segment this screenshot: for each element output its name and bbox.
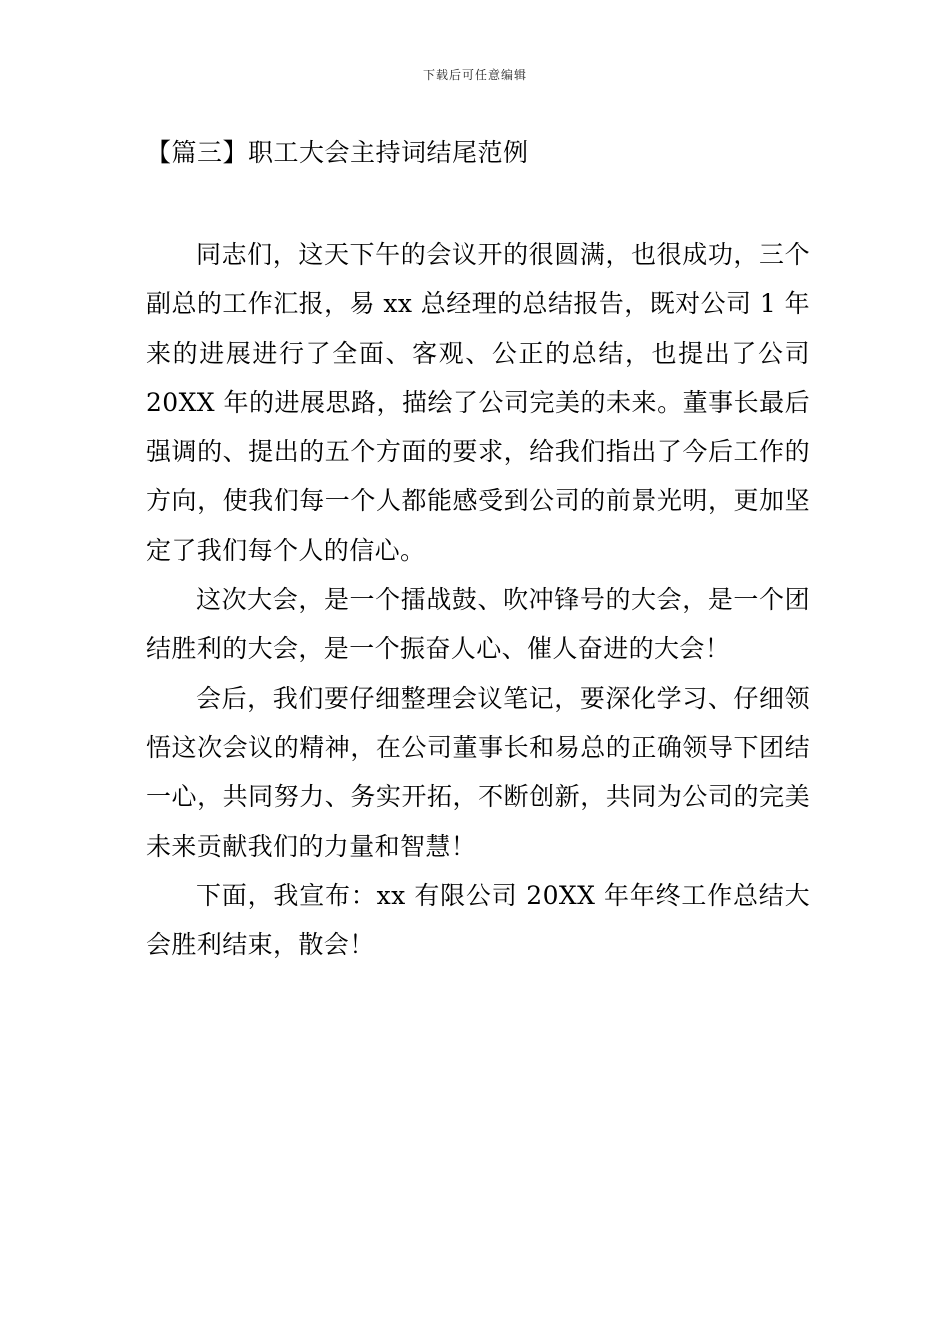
header-note: 下载后可任意编辑	[422, 68, 527, 82]
paragraph-closing: 下面，我宣布：xx 有限公司 20XX 年年终工作总结大会胜利结束，散会！	[146, 880, 810, 960]
paragraph-opening: 同志们，这天下午的会议开的很圆满，也很成功，三个副总的工作汇报，易 xx 总经理的总结报告，既对公司 1 年来的进展进行了全面、客观、公正的总结，也提出了公司 20XX 年的进展思路，描绘了公司完美的未来。董事长最后强调的、提出的五个方面的要求，给我们指出了今后工作的方向，使我们每一个人都能感受到公司的前景光明，更加坚定了我们每个人的信心。	[146, 240, 810, 565]
paragraph-meeting-summary: 这次大会，是一个擂战鼓、吹冲锋号的大会，是一个团结胜利的大会，是一个振奋人心、催人奋进的大会！	[146, 585, 810, 664]
paragraph-after-meeting: 会后，我们要仔细整理会议笔记，要深化学习、仔细领悟这次会议的精神，在公司董事长和易总的正确领导下团结一心，共同努力、务实开拓，不断创新，共同为公司的完美未来贡献我们的力量和智慧！	[146, 683, 810, 861]
document-body	[146, 230, 810, 969]
document-title: 【篇三】职工大会主持词结尾范例	[146, 138, 529, 167]
